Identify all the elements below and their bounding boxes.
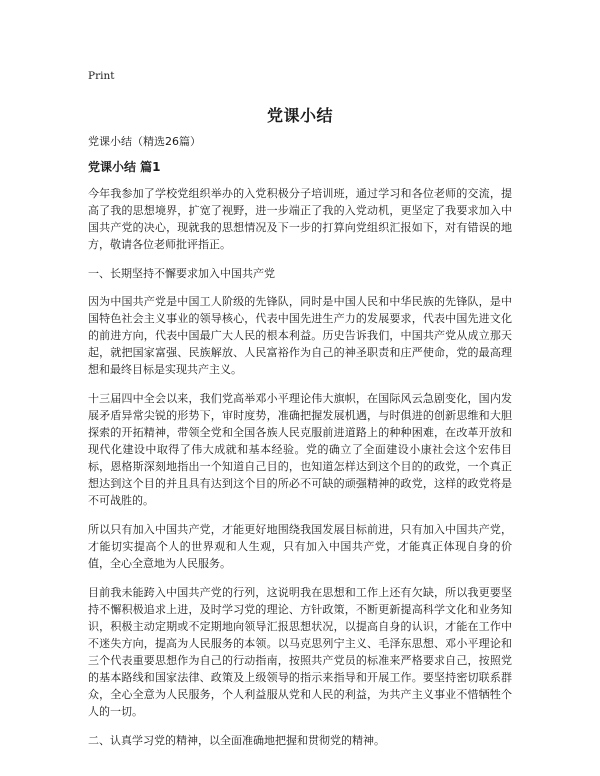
paragraph-heading-2: 二、认真学习党的精神，以全面准确地把握和贯彻党的精神。 [88,734,385,747]
paragraph-intro: 今年我参加了学校党组织举办的入党积极分子培训班，通过学习和各位老师的交流，提高了我的思想境界，扩宽了视野，进一步端正了我的入党动机，更坚定了我要求加入中国共产党的决心，现就我的思想情况及下一步的打算向党组织汇报如下，对有错误的地方，敬请各位老师批评指正。 [88,187,512,251]
article-body [88,185,512,760]
document-subtitle: 党课小结（精选26篇） [88,135,201,148]
paragraph-body: 目前我未能跨入中国共产党的行列，这说明我在思想和工作上还有欠缺，所以我更要坚持不懈积极追求上进，及时学习党的理论、方针政策，不断更新提高科学文化和业务知识，积极主动定期或不定期地向领导汇报思想状况，以提高自身的认识，才能在工作中不迷失方向，提高为人民服务的本领。以马克思列宁主义、毛泽东思想、邓小平理论和三个代表重要思想作为自己的行动指南，按照共产党员的标准来严格要求自己，按照党的基本路线和国家法律、政策及上级领导的指示来指导和开展工作。要坚持密切联系群众，全心全意为人民服务，个人利益服从党和人民的利益，为共产主义事业不惜牺牲个人的一切。 [88,586,512,718]
section-heading: 党课小结 篇1 [88,160,161,174]
paragraph-heading-1: 一、长期坚持不懈要求加入中国共产党 [88,267,275,280]
page-title: 党课小结 [266,106,333,125]
paragraph-body: 因为中国共产党是中国工人阶级的先锋队，同时是中国人民和中华民族的先锋队，是中国特色社会主义事业的领导核心，代表中国先进生产力的发展要求，代表中国先进文化的前进方向，代表中国最广大人民的根本利益。历史告诉我们，中国共产党从成立那天起，就把国家富强、民族解放、人民富裕作为自己的神圣职责和庄严使命，党的最高理想和最终目标是实现共产主义。 [88,295,512,376]
paragraph-body: 十三届四中全会以来，我们党高举邓小平理论伟大旗帜，在国际风云急剧变化，国内发展矛盾异常尖锐的形势下，审时度势，准确把握发展机遇，与时俱进的创新思维和大胆探索的开拓精神，带领全党和全国各族人民克服前进道路上的种种困难，在改革开放和现代化建设中取得了伟大成就和基本经验。党的确立了全面建设小康社会这个宏伟目标，恩格斯深刻地指出一个知道自己目的，也知道怎样达到这个目的的政党，一个真正想达到这个目的并且具有达到这个目的所必不可缺的顽强精神的政党，这样的政党将是不可战胜的。 [88,392,512,507]
print-link[interactable]: Print [88,70,115,82]
paragraph-body: 所以只有加入中国共产党，才能更好地围绕我国发展目标前进，只有加入中国共产党，才能切实提高个人的世界观和人生观，只有加入中国共产党，才能真正体现自身的价值，全心全意地为人民服务。 [88,523,512,570]
